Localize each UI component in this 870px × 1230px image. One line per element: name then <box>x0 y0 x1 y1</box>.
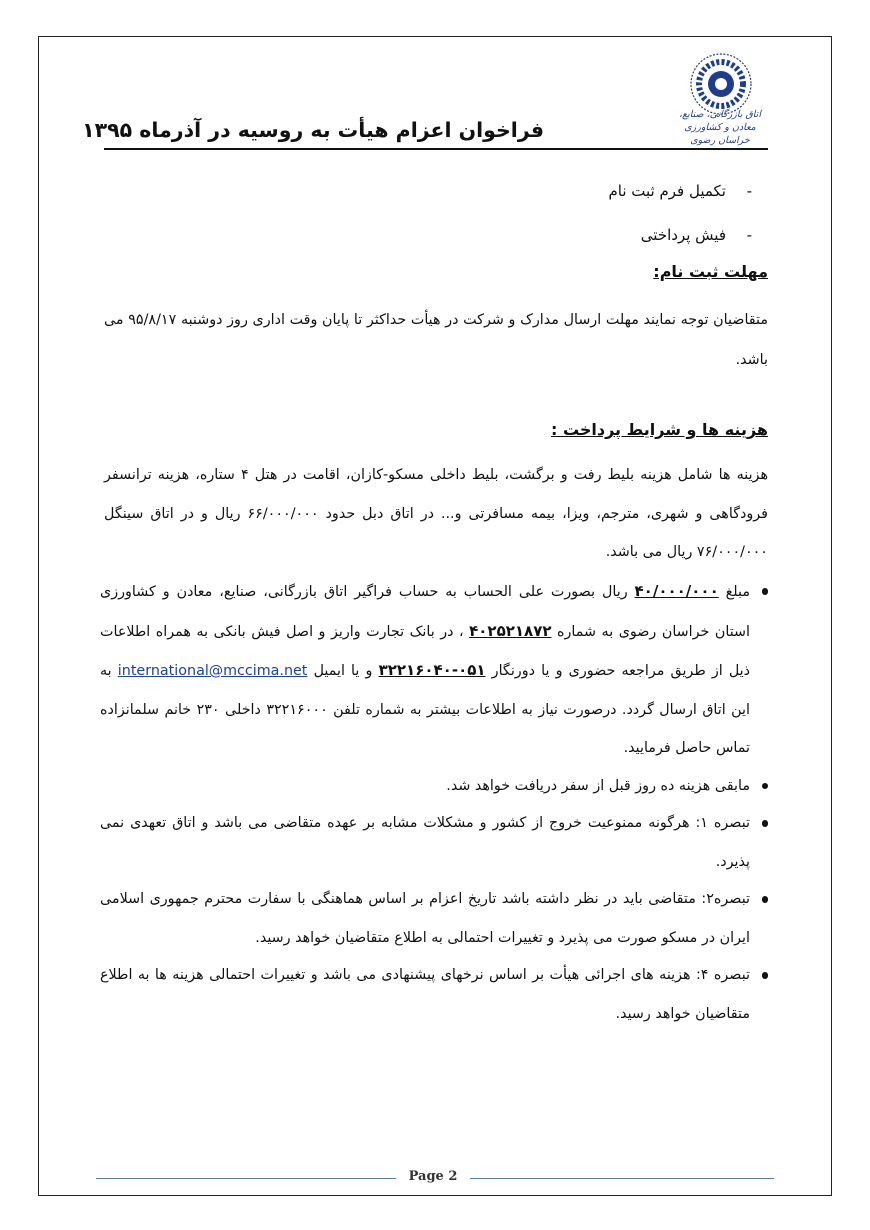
list-item-text: فیش پرداختی <box>640 226 726 244</box>
deadline-paragraph: متقاضیان توجه نمایند مهلت ارسال مدارک و شرکت در هیأت حداکثر تا پایان وقت اداری روز دوشنبه ۹۵/۸/۱۷ می باشد. <box>104 312 769 368</box>
list-item <box>608 180 752 224</box>
payment-terms-list <box>100 572 768 1032</box>
page-title: فراخوان اعزام هیأت به روسیه در آذرماه ۱۳۹۵ <box>82 118 544 142</box>
footer-rule-right <box>470 1178 774 1179</box>
fax-number: ۰۵۱-۳۲۲۱۶۰۴۰ <box>378 661 486 679</box>
bullet-icon <box>762 820 769 827</box>
payment-text: و یا ایمیل <box>313 663 373 679</box>
bullet-icon <box>762 972 769 979</box>
payment-amount: ۴۰/۰۰۰/۰۰۰ <box>634 582 719 600</box>
costs-paragraph: هزینه ها شامل هزینه بلیط رفت و برگشت، بلیط داخلی مسکو-کازان، اقامت در هتل ۴ ستاره، هزینه ترانسفر فرودگاهی و شهری، مترجم، ویزا، بیمه مسافرتی و... در اتاق دبل حدود ۶۶/۰۰۰/۰۰۰ ریال و در اتاق سینگل ۷۶/۰۰۰/۰۰۰ ریال می باشد. <box>104 467 768 560</box>
list-item <box>100 956 768 1033</box>
required-documents-list <box>608 180 752 268</box>
payment-text: مبلغ <box>725 584 750 600</box>
payment-text: ریال بصورت علی الحساب به حساب فراگیر اتاق بازرگانی، صنایع، معادن و کشاورزی استان خراسان رضوی به شماره <box>100 584 750 640</box>
note-text: تبصره۲: متقاضی باید در نظر داشته باشد تاریخ اعزام بر اساس هماهنگی با سفارت محترم جمهوری اسلامی ایران در مسکو صورت می پذیرد و تغییرات احتمالی به اطلاع متقاضیان خواهد رسید. <box>100 891 750 946</box>
payment-text: به این اتاق ارسال گردد. درصورت نیاز به اطلاعات بیشتر به شماره تلفن ۳۲۲۱۶۰۰۰ داخلی ۲۳۰ خانم سلمانزاده تماس حاصل فرمایید. <box>100 663 750 756</box>
note-text: تبصره ۴: هزینه های اجرائی هیأت بر اساس نرخهای پیشنهادی می باشد و تغییرات احتمالی هزینه ها به اطلاع متقاضیان خواهد رسید. <box>100 967 750 1022</box>
logo-caption: اتاق بازرگانی، صنایع، معادن و کشاورزی خراسان رضوی <box>679 109 761 146</box>
email-link[interactable]: international@mccima.net <box>117 663 308 679</box>
page-number: Page 2 <box>408 1169 458 1184</box>
bullet-icon <box>762 783 769 790</box>
deadline-heading: مهلت ثبت نام: <box>653 262 768 281</box>
title-rule <box>104 148 768 150</box>
list-dash: - <box>746 226 752 244</box>
note-text: مابقی هزینه ده روز قبل از سفر دریافت خواهد شد. <box>446 777 750 794</box>
account-number: ۴۰۲۵۲۱۸۷۲ <box>469 621 552 640</box>
note-text: تبصره ۱: هرگونه ممنوعیت خروج از کشور و مشکلات مشابه بر عهده متقاضی می باشد و اتاق تعهدی نمی پذیرد. <box>100 815 750 870</box>
list-item <box>100 880 768 957</box>
list-item <box>100 804 768 881</box>
bullet-icon <box>762 896 769 903</box>
payment-text: ، در بانک تجارت واریز و اصل فیش بانکی به همراه اطلاعات ذیل از طریق مراجعه حضوری و یا دورنگار <box>100 623 751 679</box>
list-item <box>100 572 768 768</box>
list-item-text: تکمیل فرم ثبت نام <box>608 182 726 200</box>
list-dash: - <box>746 182 752 200</box>
footer-rule-left <box>96 1178 396 1179</box>
costs-heading: هزینه ها و شرایط پرداخت : <box>550 420 768 439</box>
list-item <box>100 767 768 806</box>
bullet-icon <box>762 588 769 595</box>
